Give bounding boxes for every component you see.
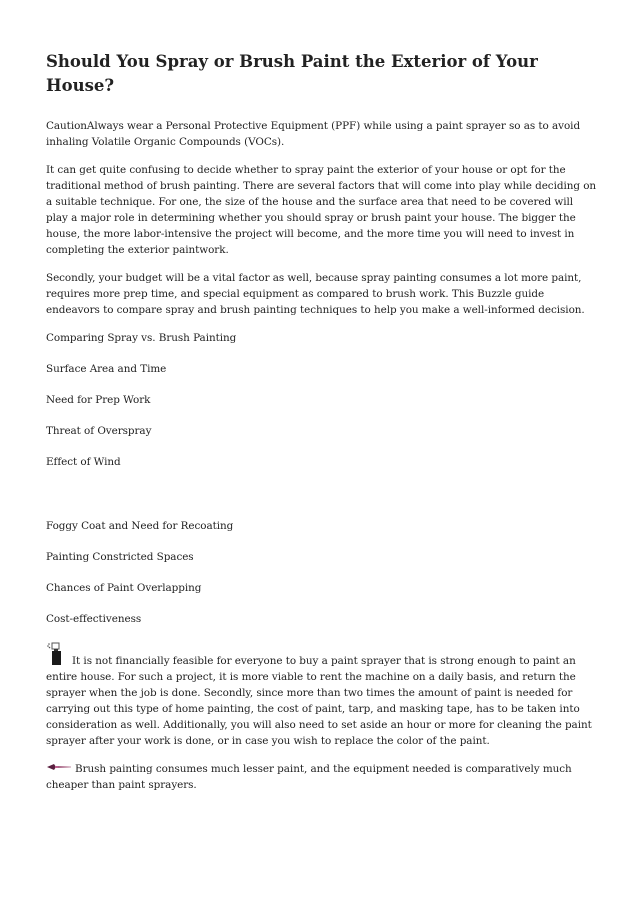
heading-comparing: Comparing Spray vs. Brush Painting: [46, 332, 237, 344]
spray-cost-text: It is not financially feasible for everyone to buy a paint sprayer that is strong enough to paint an entire house. For such a project, it is more viable to rent the machine on a daily basis, and return the sprayer when the job is done. Secondly, since more than two times the amount of paint is needed for carrying out this type of home painting, the cost of paint, tarp, and masking tape, has to be taken into consideration as well. Additionally, you will also need to set aside an hour or more for cleaning the paint sprayer after your work is done, or in case you wish to replace the color of the paint.: [46, 655, 592, 747]
heading-prep-work: Need for Prep Work: [46, 394, 151, 406]
heading-surface-area: Surface Area and Time: [46, 363, 167, 375]
paint-brush-icon: [46, 763, 72, 771]
spray-can-icon: [46, 642, 68, 666]
budget-paragraph: Secondly, your budget will be a vital factor as well, because spray painting consumes a lot more paint, requires more prep time, and special equipment as compared to brush work. This Buzzle guide endeavors to compare spray and brush painting techniques to help you make a well-informed decision.: [46, 272, 585, 316]
blank-gap: [46, 485, 598, 518]
intro-paragraph: It can get quite confusing to decide whether to spray paint the exterior of your house or opt for the traditional method of brush painting. There are several factors that will come into play while deciding on a suitable technique. For one, the size of the house and the surface area that need to be covered will play a major role in determining whether you should spray or brush paint your house. The bigger the house, the more labor-intensive the project will become, and the more time you will need to invest in completing the exterior paintwork.: [46, 164, 597, 256]
heading-overspray: Threat of Overspray: [46, 425, 152, 437]
heading-foggy-coat: Foggy Coat and Need for Recoating: [46, 520, 234, 532]
heading-cost: Cost-effectiveness: [46, 613, 142, 625]
brush-cost-text: Brush painting consumes much lesser paint, and the equipment needed is comparatively much cheaper than paint sprayers.: [46, 763, 572, 791]
heading-wind: Effect of Wind: [46, 456, 121, 468]
heading-overlapping: Chances of Paint Overlapping: [46, 582, 202, 594]
caution-paragraph: CautionAlways wear a Personal Protective Equipment (PPF) while using a paint sprayer so as to avoid inhaling Volatile Organic Compounds (VOCs).: [46, 120, 581, 148]
heading-constricted-spaces: Painting Constricted Spaces: [46, 551, 194, 563]
document-title: Should You Spray or Brush Paint the Exterior of Your House?: [46, 52, 538, 95]
spray-cost-paragraph: [46, 642, 598, 749]
document-page: [46, 50, 598, 805]
brush-cost-paragraph: [46, 761, 598, 793]
